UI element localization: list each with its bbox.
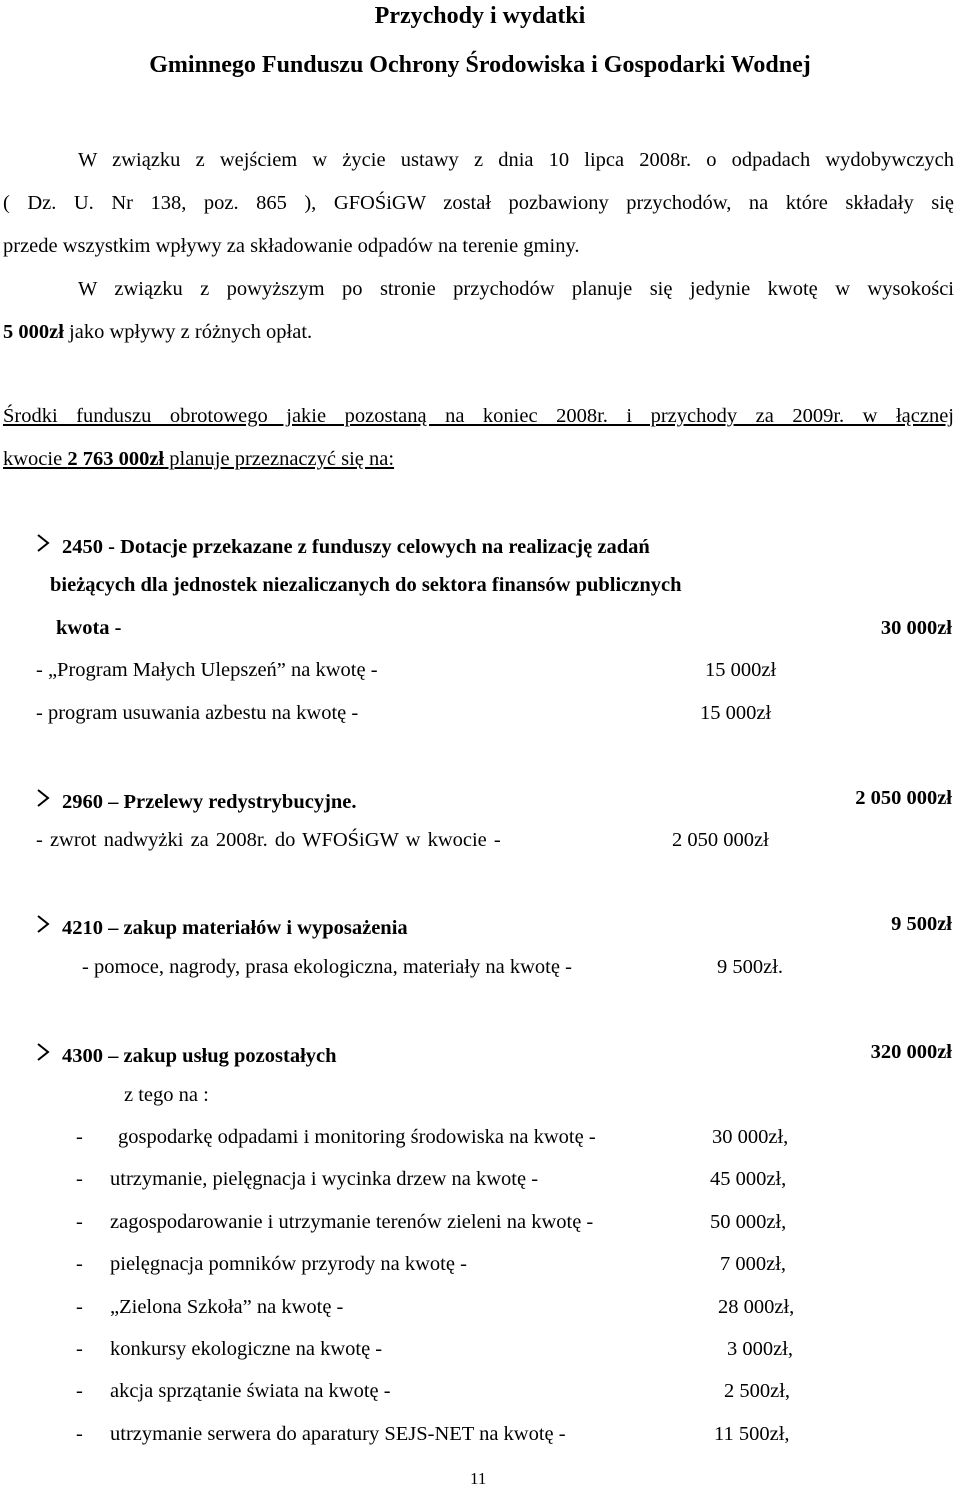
arrow-bullet-icon	[36, 1042, 52, 1062]
intro-p1-line2: ( Dz. U. Nr 138, poz. 865 ), GFOŚiGW został pozbawiony przychodów, na które składały się	[3, 192, 954, 214]
section-2450-line1	[36, 533, 650, 558]
section-2960-total: 2 050 000zł	[855, 787, 952, 809]
list-item-amount: 30 000zł,	[712, 1126, 789, 1148]
section-4210-item-label: - pomoce, nagrody, prasa ekologiczna, materiały na kwotę -	[82, 956, 572, 978]
list-item-label: gospodarkę odpadami i monitoring środowiska na kwotę -	[118, 1126, 596, 1148]
list-item-amount: 3 000zł,	[727, 1338, 794, 1360]
section-4210-total: 9 500zł	[891, 913, 952, 935]
section-4300-total: 320 000zł	[870, 1041, 952, 1063]
list-item-dash: -	[76, 1422, 83, 1445]
list-item-label: utrzymanie, pielęgnacja i wycinka drzew na kwotę -	[110, 1168, 539, 1191]
intro-p2-line1: W związku z powyższym po stronie przychodów planuje się jedynie kwotę w wysokości	[78, 278, 954, 300]
funds-line1: Środki funduszu obrotowego jakie pozostaną na koniec 2008r. i przychody za 2009r. w łącznej	[3, 405, 954, 427]
funds-line2-pre: kwocie	[3, 448, 68, 470]
list-item-label: konkursy ekologiczne na kwotę -	[110, 1338, 383, 1360]
list-item-amount: 11 500zł,	[714, 1422, 790, 1445]
section-4210-line	[36, 914, 408, 939]
list-item-label: pielęgnacja pomników przyrody na kwotę -	[110, 1253, 467, 1276]
section-2450-line2: bieżących dla jednostek niezaliczanych do sektora finansów publicznych	[50, 574, 682, 596]
intro-p1-line1: W związku z wejściem w życie ustawy z dnia 10 lipca 2008r. o odpadach wydobywczych	[78, 149, 954, 171]
list-item-dash: -	[76, 1210, 83, 1233]
page-number: 11	[470, 1469, 487, 1488]
section-2960-item-amount: 2 050 000zł	[672, 829, 769, 851]
funds-amount: 2 763 000zł	[67, 448, 165, 470]
title-line-1: Przychody i wydatki	[374, 3, 586, 29]
list-item-amount: 45 000zł,	[710, 1168, 787, 1191]
list-item-dash: -	[76, 1338, 83, 1360]
section-2450-item-amount: 15 000zł	[705, 659, 777, 681]
intro-p2-rest: jako wpływy z różnych opłat.	[63, 321, 313, 343]
section-2960-title: 2960 – Przelewy redystrybucyjne.	[62, 791, 357, 813]
list-item-label: utrzymanie serwera do aparatury SEJS-NET na kwotę -	[110, 1422, 566, 1445]
section-2450-kwota-label: kwota -	[56, 617, 122, 639]
arrow-bullet-icon	[36, 914, 52, 934]
list-item-amount: 7 000zł,	[720, 1253, 787, 1276]
arrow-bullet-icon	[36, 533, 52, 553]
list-item-dash: -	[76, 1253, 83, 1276]
section-2450-item-label: - „Program Małych Ulepszeń” na kwotę -	[36, 659, 378, 681]
section-4300-title: 4300 – zakup usług pozostałych	[62, 1045, 337, 1067]
list-item-dash: -	[76, 1168, 83, 1191]
list-item-amount: 50 000zł,	[710, 1210, 787, 1233]
section-2450-title: 2450 - Dotacje przekazane z funduszy celowych na realizację zadań	[62, 536, 650, 558]
section-2450-item-amount: 15 000zł	[700, 702, 772, 724]
intro-p1-line3: przede wszystkim wpływy za składowanie odpadów na terenie gminy.	[3, 235, 580, 257]
funds-line2-post: planuje przeznaczyć się na:	[164, 448, 395, 470]
section-4210-title: 4210 – zakup materiałów i wyposażenia	[62, 917, 408, 939]
intro-p2-amount: 5 000zł	[3, 321, 64, 343]
list-item-label: akcja sprzątanie świata na kwotę -	[110, 1380, 391, 1403]
arrow-bullet-icon	[36, 788, 52, 808]
section-2450-total: 30 000zł	[880, 617, 952, 639]
list-item-amount: 28 000zł,	[718, 1295, 795, 1318]
section-4210-item-amount: 9 500zł.	[717, 956, 784, 978]
section-2450-item-label: - program usuwania azbestu na kwotę -	[36, 702, 359, 724]
list-item-amount: 2 500zł,	[724, 1380, 791, 1403]
section-4300-line	[36, 1042, 337, 1067]
intro-p2-line2	[3, 322, 312, 343]
list-item-label: zagospodarowanie i utrzymanie terenów zieleni na kwotę -	[110, 1210, 594, 1233]
list-item-dash: -	[76, 1126, 83, 1148]
section-4300-subheading: z tego na :	[124, 1084, 209, 1106]
list-item-dash: -	[76, 1380, 83, 1403]
list-item-dash: -	[76, 1295, 83, 1318]
list-item-label: „Zielona Szkoła” na kwotę -	[110, 1295, 344, 1318]
funds-line2	[3, 449, 394, 470]
title-line-2: Gminnego Funduszu Ochrony Środowiska i Gospodarki Wodnej	[149, 52, 811, 78]
section-2960-line	[36, 788, 357, 813]
section-2960-item-label: - zwrot nadwyżki za 2008r. do WFOŚiGW w kwocie -	[36, 829, 501, 851]
